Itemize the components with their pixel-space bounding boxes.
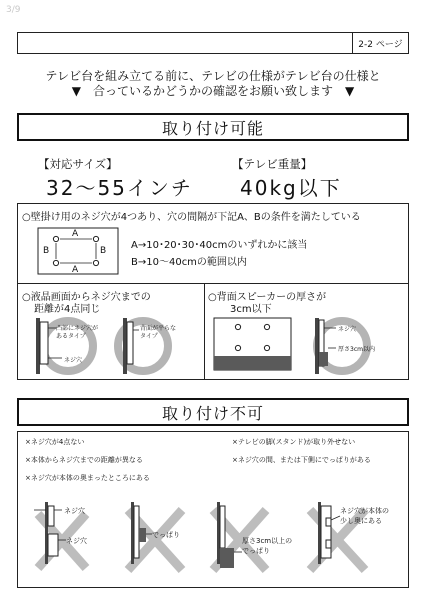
ng-item-4: ×テレビの脚(スタンド)が取り外せない (232, 438, 356, 446)
type1-line-1: 凸部にネジ穴が (56, 325, 99, 332)
weight-value: 40kg以下 (240, 176, 342, 200)
hole-condition: ○壁掛け用のネジ穴が4つあり、穴の間隔が下記A、Bの条件を満たしている (22, 212, 361, 223)
ng-item-5: ×ネジ穴の間、または下側にでっぱりがある (232, 456, 371, 464)
speaker-screw-label: ネジ穴 (338, 326, 357, 333)
compatible-title: 取り付け可能 (17, 113, 409, 141)
fig1-screw-b: ネジ穴 (66, 537, 87, 545)
condition-a: A→10･20･30･40cmのいずれかに該当 (131, 240, 308, 251)
diagram-label-b-left: B (43, 246, 50, 256)
size-value: 32～55インチ (46, 176, 193, 200)
fig2-label: でっぱり (152, 531, 180, 539)
diagram-label-a-top: A (72, 229, 79, 239)
page-number: 3/9 (6, 5, 21, 15)
fig4-line-1: ネジ穴が本体の (340, 507, 389, 515)
page-label: 2-2 ページ (358, 39, 403, 50)
diagram-label-b-right: B (100, 246, 107, 256)
type1-screw-label: ネジ穴 (64, 357, 83, 364)
fig1-screw-a: ネジ穴 (64, 507, 85, 515)
type2-line-2: タイプ (140, 333, 158, 340)
ng-item-1: ×ネジ穴が4点ない (25, 438, 85, 446)
intro-line-1: テレビ台を組み立てる前に、テレビの仕様がテレビ台の仕様と (45, 69, 381, 83)
speaker-line-2: 3cm以下 (230, 304, 272, 315)
diagram-label-a-bottom: A (72, 265, 79, 275)
fig3-line-1: 厚さ3cm以上の (242, 537, 293, 545)
condition-b: B→10～40cmの範囲以内 (131, 257, 247, 268)
incompatible-title: 取り付け不可 (17, 398, 409, 426)
speaker-thickness-label: 厚さ3cm以内 (338, 346, 375, 353)
fig3-line-2: でっぱり (242, 547, 270, 555)
weight-label: 【テレビ重量】 (232, 157, 313, 171)
distance-line-2: 距離が4点同じ (34, 304, 101, 315)
fig4-line-2: 少し奥にある (340, 517, 382, 525)
size-label: 【対応サイズ】 (38, 157, 118, 171)
distance-line-1: ○液晶画面からネジ穴までの (22, 292, 151, 303)
speaker-line-1: ○背面スピーカーの厚さが (208, 292, 327, 303)
ng-item-2: ×本体からネジ穴までの距離が異なる (25, 456, 143, 464)
type2-line-1: 背面が平らな (140, 325, 177, 332)
type1-line-2: あるタイプ (56, 333, 86, 340)
intro-line-2: ▼ 合っているかどうかの確認をお願い致します ▼ (71, 84, 355, 98)
ng-item-3: ×ネジ穴が本体の奥まったところにある (25, 474, 150, 482)
